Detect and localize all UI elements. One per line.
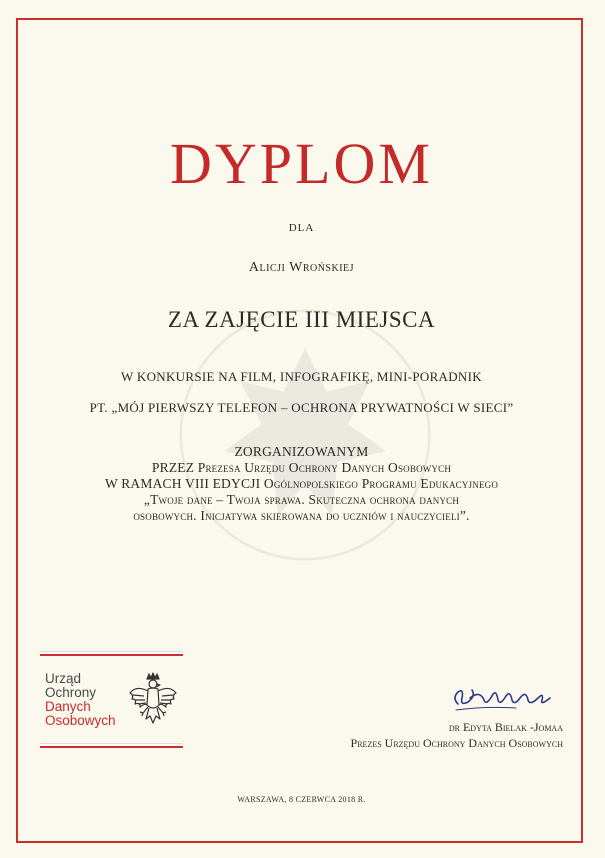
diploma-title: DYPLOM bbox=[170, 131, 433, 196]
recipient-name: Alicji Wrońskiej bbox=[248, 260, 355, 275]
award-place: ZA ZAJĘCIE III MIEJSCA bbox=[167, 307, 436, 332]
logo-line-danych: Danych bbox=[45, 699, 91, 714]
logo-line-osobowych: Osobowych bbox=[45, 713, 116, 728]
organizer-line: „Twoje dane – Twoja sprawa. Skuteczna ochrona danych bbox=[143, 492, 460, 507]
organizer-line: PRZEZ Prezesa Urzędu Ochrony Danych Osobowych bbox=[151, 460, 452, 475]
logo-text bbox=[45, 672, 116, 728]
signer-block bbox=[260, 719, 563, 751]
logo-bottom-flag-bar bbox=[40, 743, 183, 747]
organizer-line: ZORGANIZOWANYM bbox=[234, 444, 369, 459]
logo-top-flag-bar bbox=[40, 651, 183, 655]
organizer-line: osobowych. Inicjatywa skierowana do uczniów i nauczycieli”. bbox=[133, 508, 470, 523]
handwritten-signature-icon bbox=[446, 676, 556, 716]
organizer-line: W RAMACH VIII EDYCJI Ogólnopolskiego Programu Edukacyjnego bbox=[104, 476, 499, 491]
signer-name: dr Edyta Bielak -Jomaa bbox=[448, 720, 563, 734]
for-label: DLA bbox=[288, 222, 315, 234]
contest-description: W KONKURSIE NA FILM, INFOGRAFIKĘ, MINI-PORADNIK bbox=[121, 369, 482, 384]
organizer-block bbox=[16, 444, 587, 524]
white-eagle-emblem-icon bbox=[126, 671, 180, 731]
place-and-date: WARSZAWA, 8 CZERWCA 2018 R. bbox=[237, 795, 366, 804]
logo-line-ochrony: Ochrony bbox=[45, 685, 97, 700]
logo-line-urzad: Urząd bbox=[45, 671, 82, 686]
signer-title: Prezes Urzędu Ochrony Danych Osobowych bbox=[350, 736, 563, 750]
contest-topic: PT. „MÓJ PIERWSZY TELEFON – OCHRONA PRYWATNOŚCI W SIECI” bbox=[89, 400, 514, 415]
